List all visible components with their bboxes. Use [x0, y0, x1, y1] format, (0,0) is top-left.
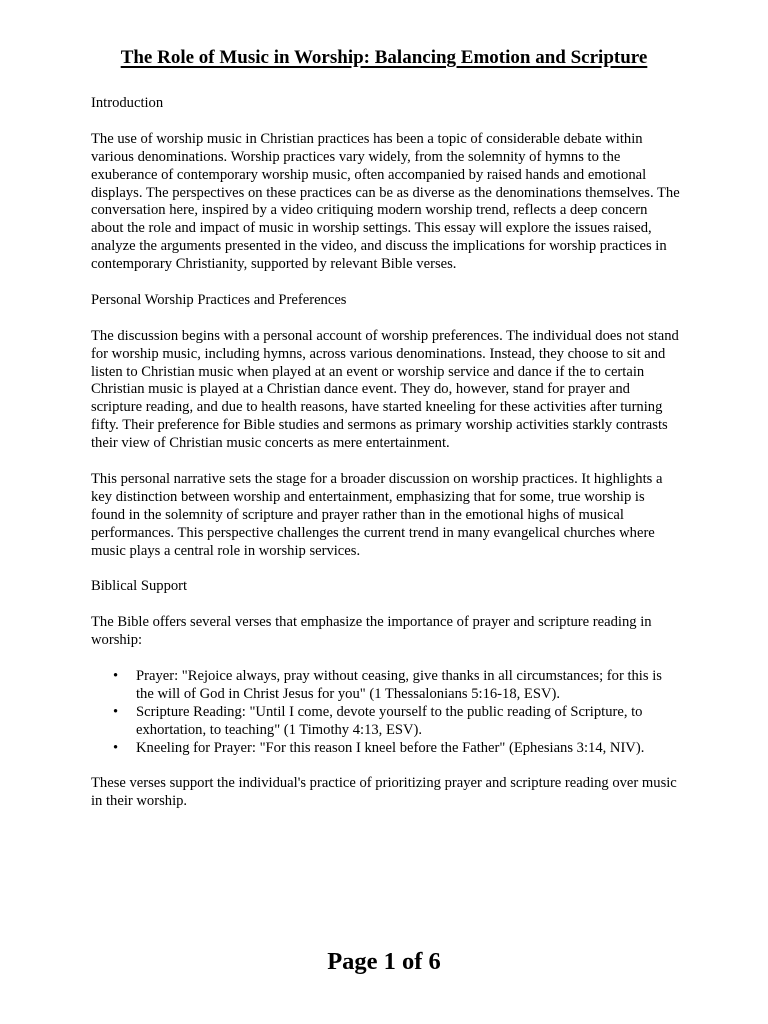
bullet-icon: •	[113, 667, 119, 684]
document-title: The Role of Music in Worship: Balancing Emotion and Scripture	[120, 47, 648, 68]
verse-text: Kneeling for Prayer: "For this reason I kneel before the Father" (Ephesians 3:14, NIV).	[136, 739, 645, 756]
section-heading-personal-worship: Personal Worship Practices and Preferences	[91, 291, 347, 308]
section-heading-introduction: Introduction	[91, 95, 164, 111]
verse-text: Scripture Reading: "Until I come, devote yourself to the public reading of Scripture, to exhortation, to teaching" (1 Timothy 4:13, ESV).	[136, 703, 643, 738]
section-heading-biblical-support: Biblical Support	[91, 578, 188, 595]
personal-paragraph-1: The discussion begins with a personal account of worship preferences. The individual does not stand for worship music, including hymns, across various denominations. Instead, they choose to sit and listen to Christian music when played at an event or worship service and dance if the to certain Christian music is played at a Christian dance event. They do, however, stand for prayer and scripture reading, and due to health reasons, have started kneeling for these activities after turning fifty. Their preference for Bible studies and sermons as primary worship activities starkly contrasts their view of Christian music concerts as mere entertainment.	[91, 327, 679, 452]
personal-paragraph-2: This personal narrative sets the stage for a broader discussion on worship practices. It highlights a key distinction between worship and entertainment, emphasizing that for some, true worship is found in the solemnity of scripture and prayer rather than in the emotional highs of musical performances. This perspective challenges the current trend in many evangelical churches where music plays a central role in worship services.	[91, 470, 663, 559]
intro-paragraph: The use of worship music in Christian practices has been a topic of considerable debate within various denominations. Worship practices vary widely, from the solemnity of hymns to the exuberance of contemporary worship music, often accompanied by raised hands and emotional displays. The perspectives on these practices can be as diverse as the denominations themselves. The conversation here, inspired by a video critiquing modern worship trend, reflects a deep concern about the role and impact of music in worship settings. This essay will explore the issues raised, analyze the arguments presented in the video, and discuss the implications for worship practices in contemporary Christianity, supported by relevant Bible verses.	[91, 130, 680, 273]
page-number: Page 1 of 6	[327, 948, 441, 975]
bullet-icon: •	[113, 739, 119, 756]
list-item	[91, 740, 681, 758]
bullet-icon: •	[113, 703, 119, 720]
document-body	[91, 95, 681, 829]
list-item	[91, 704, 681, 740]
list-item	[91, 668, 681, 704]
verse-list	[91, 668, 681, 758]
verse-text: Prayer: "Rejoice always, pray without ceasing, give thanks in all circumstances; for this is the will of God in Christ Jesus for you" (1 Thessalonians 5:16-18, ESV).	[136, 667, 662, 702]
biblical-intro-paragraph: The Bible offers several verses that emphasize the importance of prayer and scripture reading in worship:	[91, 614, 652, 649]
closing-paragraph: These verses support the individual's practice of prioritizing prayer and scripture reading over music in their worship.	[91, 775, 677, 810]
